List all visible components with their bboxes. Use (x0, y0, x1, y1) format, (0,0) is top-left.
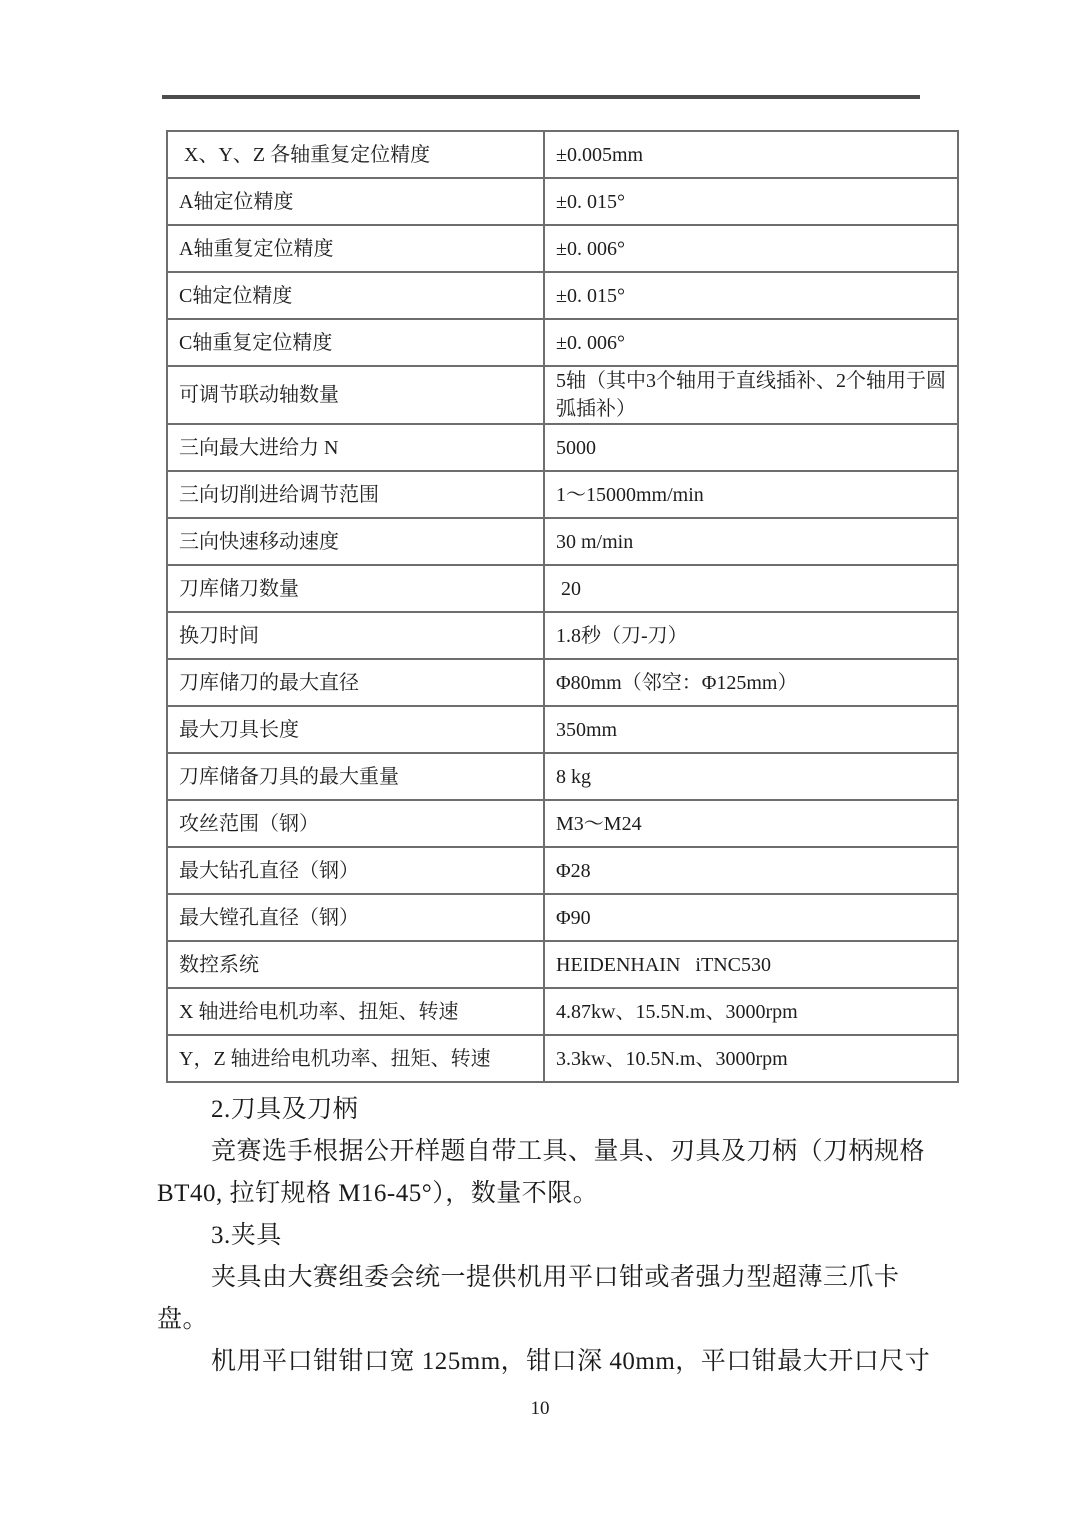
spec-label: 最大镗孔直径（钢） (167, 894, 544, 941)
body-line: 夹具由大赛组委会统一提供机用平口钳或者强力型超薄三爪卡 (211, 1264, 900, 1291)
spec-value: ±0.005mm (544, 131, 958, 178)
spec-label: 三向快速移动速度 (167, 518, 544, 565)
table-row (167, 272, 958, 319)
table-row (167, 612, 958, 659)
machine-spec-table (166, 130, 959, 1083)
spec-value: ±0. 015° (544, 178, 958, 225)
spec-label: 可调节联动轴数量 (167, 366, 544, 424)
spec-label: 最大钻孔直径（钢） (167, 847, 544, 894)
spec-label: 三向切削进给调节范围 (167, 471, 544, 518)
table-row (167, 847, 958, 894)
spec-label: A轴定位精度 (167, 178, 544, 225)
table-row (167, 941, 958, 988)
table-row (167, 471, 958, 518)
table-row (167, 319, 958, 366)
spec-label: Y，Z 轴进给电机功率、扭矩、转速 (167, 1035, 544, 1082)
spec-label: A轴重复定位精度 (167, 225, 544, 272)
spec-value: ±0. 006° (544, 225, 958, 272)
page-number: 10 (530, 1398, 550, 1419)
spec-label: X、Y、Z 各轴重复定位精度 (167, 131, 544, 178)
table-row (167, 565, 958, 612)
spec-value: ±0. 015° (544, 272, 958, 319)
table-row (167, 178, 958, 225)
spec-value: 5000 (544, 424, 958, 471)
spec-value: 350mm (544, 706, 958, 753)
spec-value: 5轴（其中3个轴用于直线插补、2个轴用于圆弧插补） (544, 366, 958, 424)
spec-label: 三向最大进给力 N (167, 424, 544, 471)
spec-value: ±0. 006° (544, 319, 958, 366)
body-text (157, 1089, 931, 1383)
spec-label: 刀库储备刀具的最大重量 (167, 753, 544, 800)
body-line: BT40, 拉钉规格 M16-45°），数量不限。 (157, 1180, 599, 1207)
spec-value: Φ80mm（邻空：Φ125mm） (544, 659, 958, 706)
spec-value: Φ28 (544, 847, 958, 894)
spec-value: M3～M24 (544, 800, 958, 847)
table-row (167, 225, 958, 272)
spec-value: 30 m/min (544, 518, 958, 565)
table-row (167, 753, 958, 800)
spec-label: 攻丝范围（钢） (167, 800, 544, 847)
body-line: 盘。 (157, 1306, 209, 1333)
spec-value: HEIDENHAIN iTNC530 (544, 941, 958, 988)
table-row (167, 706, 958, 753)
spec-value: Φ90 (544, 894, 958, 941)
table-row (167, 988, 958, 1035)
body-line: 竞赛选手根据公开样题自带工具、量具、刃具及刀柄（刀柄规格 (211, 1138, 926, 1165)
spec-label: X 轴进给电机功率、扭矩、转速 (167, 988, 544, 1035)
spec-label: C轴重复定位精度 (167, 319, 544, 366)
spec-value: 8 kg (544, 753, 958, 800)
spec-label: 刀库储刀的最大直径 (167, 659, 544, 706)
section-heading-fixture: 3.夹具 (211, 1222, 282, 1249)
table-row (167, 518, 958, 565)
spec-label: 数控系统 (167, 941, 544, 988)
spec-value: 20 (544, 565, 958, 612)
spec-label: 最大刀具长度 (167, 706, 544, 753)
body-line: 机用平口钳钳口宽 125mm，钳口深 40mm，平口钳最大开口尺寸 (211, 1348, 931, 1375)
spec-value: 3.3kw、10.5N.m、3000rpm (544, 1035, 958, 1082)
table-row (167, 1035, 958, 1082)
table-row (167, 800, 958, 847)
spec-value: 1.8秒（刀-刀） (544, 612, 958, 659)
spec-value: 1～15000mm/min (544, 471, 958, 518)
table-row (167, 659, 958, 706)
table-row (167, 366, 958, 424)
section-heading-tools: 2.刀具及刀柄 (211, 1096, 359, 1123)
header-rule (162, 95, 920, 99)
spec-value: 4.87kw、15.5N.m、3000rpm (544, 988, 958, 1035)
table-row (167, 894, 958, 941)
spec-label: C轴定位精度 (167, 272, 544, 319)
table-row (167, 131, 958, 178)
spec-label: 换刀时间 (167, 612, 544, 659)
table-row (167, 424, 958, 471)
spec-label: 刀库储刀数量 (167, 565, 544, 612)
